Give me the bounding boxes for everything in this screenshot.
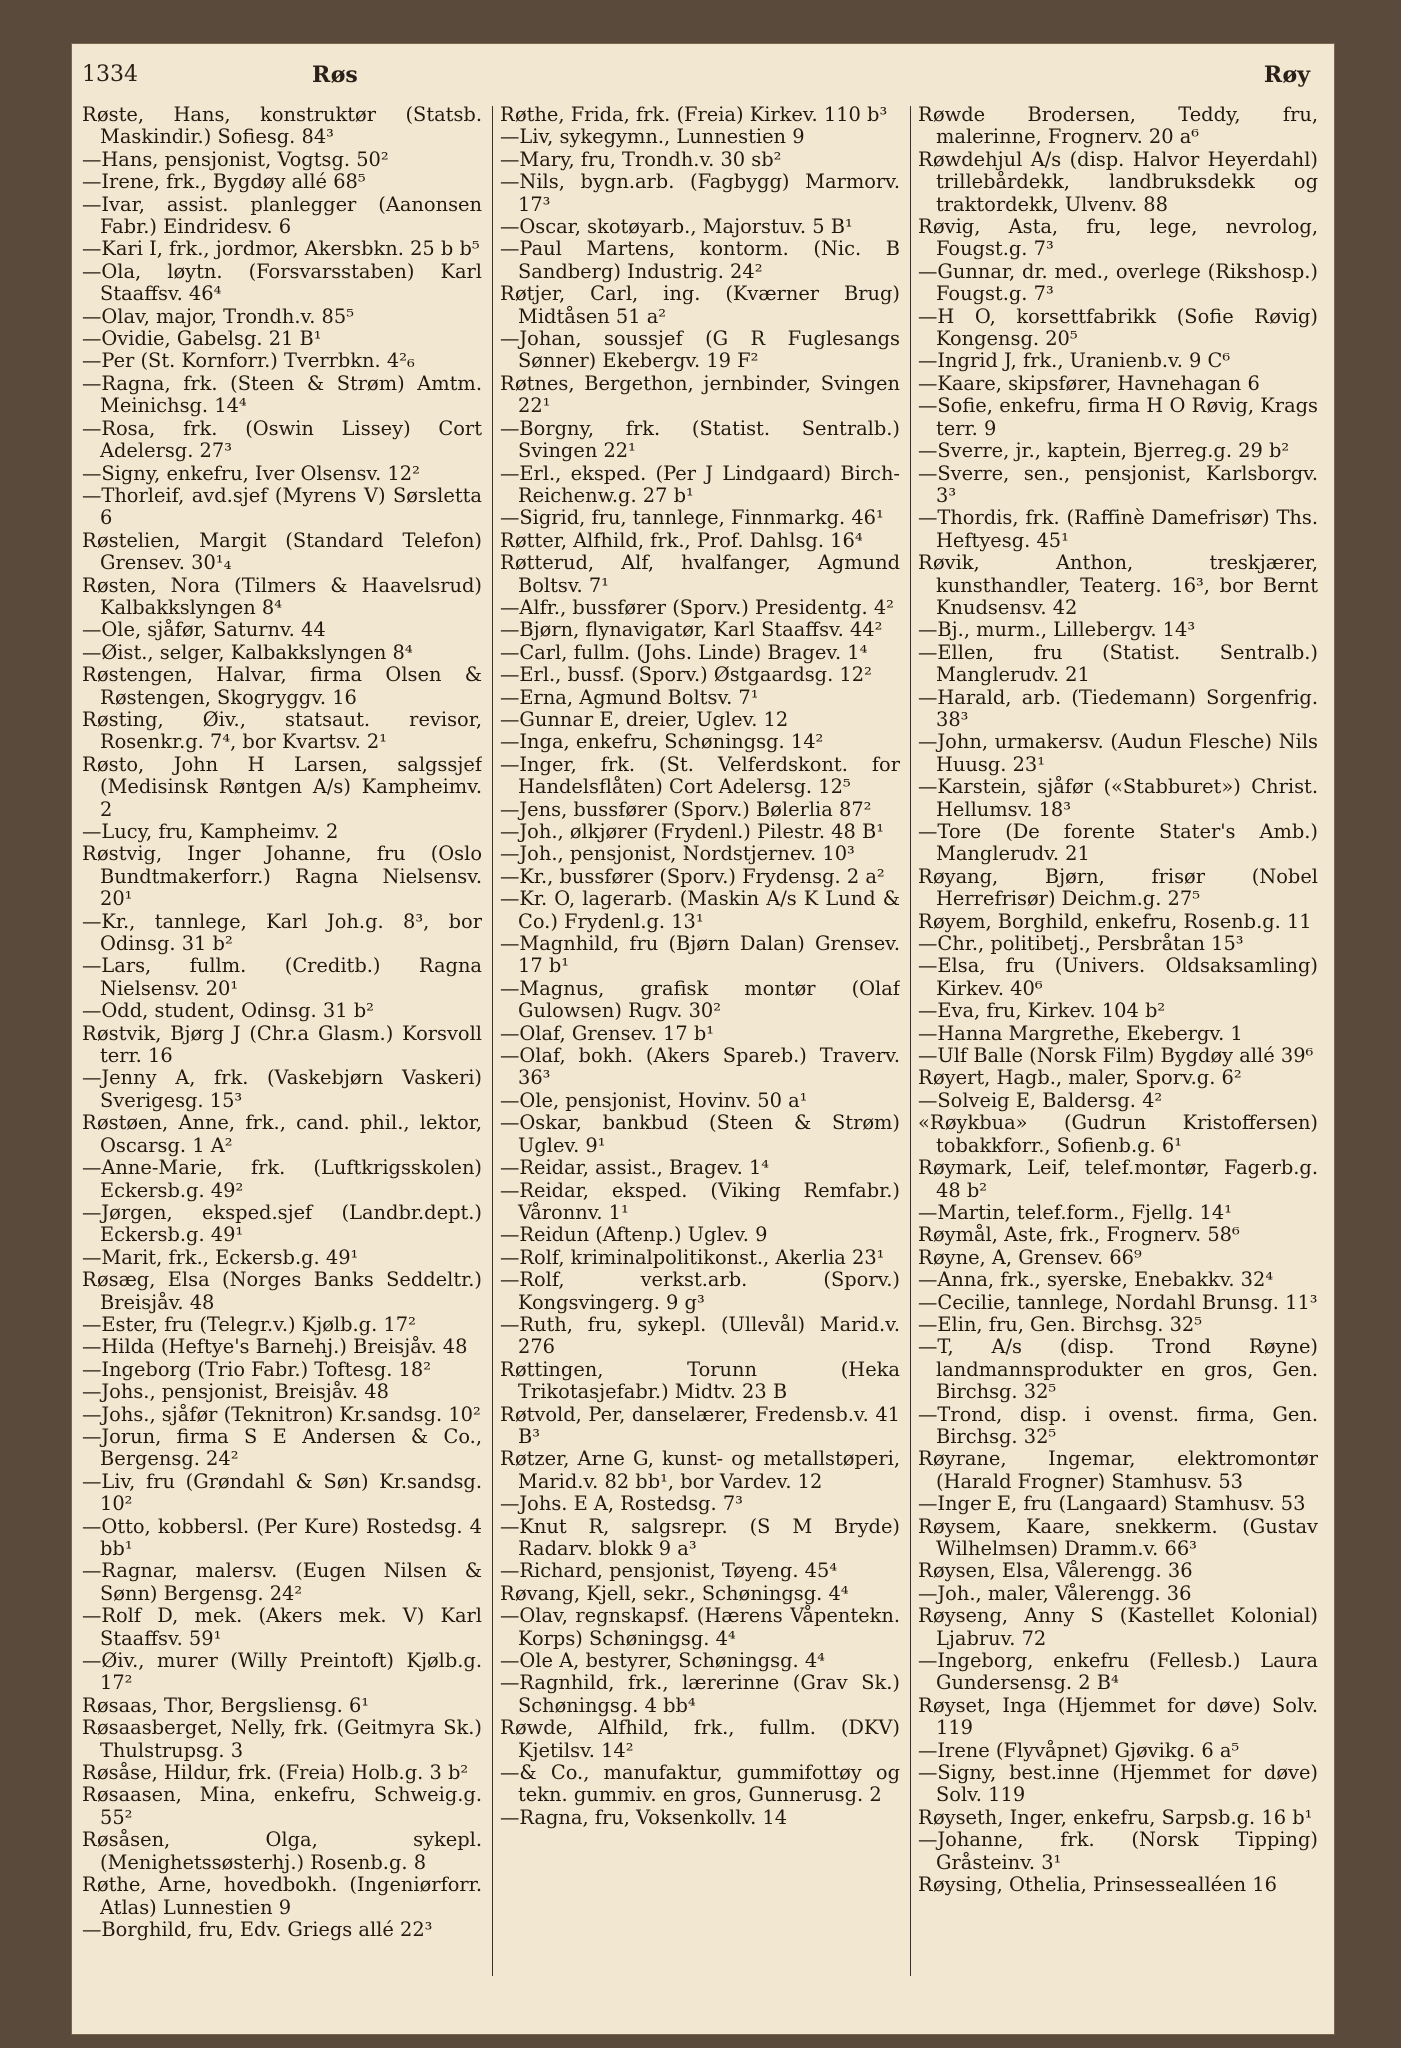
- directory-entry: —Rosa, frk. (Oswin Lissey) Cort Adelersg. 27³: [82, 416, 482, 463]
- directory-entry: —Joh., pensjonist, Nordstjernev. 10³: [500, 842, 855, 866]
- directory-entry: —Odd, student, Odinsg. 31 b²: [82, 999, 374, 1023]
- directory-entry: —Ellen, fru (Statist. Sentralb.) Manglerudv. 21: [918, 640, 1318, 687]
- directory-entry: Røymål, Aste, frk., Frognerv. 58⁶: [918, 1223, 1240, 1247]
- directory-entry: —Joh., maler, Vålerengg. 36: [918, 1581, 1192, 1605]
- directory-entry: —Martin, telef.form., Fjellg. 14¹: [918, 1200, 1233, 1224]
- directory-entry: —Olav, regnskapsf. (Hærens Våpentekn. Korps) Schøningsg. 4⁴: [500, 1604, 900, 1650]
- directory-entry: Røsaasberget, Nelly, frk. (Geitmyra Sk.) Thulstrupsg. 3: [82, 1716, 482, 1762]
- directory-entry: —Tore (De forente Stater's Amb.) Manglerudv. 21: [918, 820, 1318, 866]
- directory-entry: Røvig, Asta, fru, lege, nevrolog, Fougst.g. 7³: [918, 215, 1318, 261]
- directory-entry: —Ruth, fru, sykepl. (Ullevål) Marid.v. 276: [500, 1312, 900, 1359]
- directory-entry: —Jorun, firma S E Andersen & Co., Bergensg. 24²: [82, 1424, 482, 1471]
- directory-entry: Røstelien, Margit (Standard Telefon) Grensev. 30¹₄: [82, 528, 482, 575]
- directory-entry: Røsting, Øiv., statsaut. revisor, Rosenkr.g. 7⁴, bor Kvartsv. 2¹: [82, 707, 482, 754]
- directory-entry: —Lucy, fru, Kampheimv. 2: [82, 820, 339, 843]
- directory-entry: —Karstein, sjåfør («Stabburet») Christ. Hellumsv. 18³: [918, 775, 1318, 821]
- directory-entry: —John, urmakersv. (Audun Flesche) Nils Huusg. 23¹: [918, 730, 1318, 776]
- directory-entry: —Hanna Margrethe, Ekebergv. 1: [918, 1021, 1243, 1045]
- directory-entry: —Johs., pensjonist, Breisjåv. 48: [82, 1380, 389, 1404]
- directory-entry: —Signy, best.inne (Hjemmet for døve) Solv. 119: [918, 1761, 1318, 1807]
- directory-entry: —T, A/s (disp. Trond Røyne) landmannsprodukter en gros, Gen. Birchsg. 32⁵: [918, 1335, 1318, 1404]
- directory-entry: —Ragna, frk. (Steen & Strøm) Amtm. Meinichsg. 14⁴: [82, 371, 482, 418]
- directory-entry: Røyset, Inga (Hjemmet for døve) Solv. 119: [918, 1693, 1318, 1740]
- directory-entry: —Inga, enkefru, Schøningsg. 14²: [500, 730, 824, 754]
- directory-entry: —Ingeborg, enkefru (Fellesb.) Laura Gundersensg. 2 B⁴: [918, 1649, 1318, 1695]
- directory-entry: —Anne-Marie, frk. (Luftkrigsskolen) Eckersb.g. 49²: [82, 1156, 482, 1202]
- directory-entry: —Mary, fru, Trondh.v. 30 sb²: [500, 147, 782, 171]
- directory-entry: —Olaf, Grensev. 17 b¹: [500, 1021, 715, 1045]
- directory-entry: Røthe, Frida, frk. (Freia) Kirkev. 110 b³: [500, 104, 888, 126]
- column-3: [918, 104, 1318, 1984]
- directory-entry: —Marit, frk., Eckersb.g. 49¹: [82, 1245, 359, 1269]
- directory-entry: —Liv, sykegymn., Lunnestien 9: [500, 125, 805, 149]
- directory-entry: —Richard, pensjonist, Tøyeng. 45⁴: [500, 1559, 838, 1583]
- directory-entry: —Elsa, fru (Univers. Oldsaksamling) Kirkev. 40⁶: [918, 954, 1318, 1000]
- directory-entry: Røstøen, Anne, frk., cand. phil., lektor, Oscarsg. 1 A²: [82, 1111, 482, 1157]
- directory-entry: —Rolf, verkst.arb. (Sporv.) Kongsvingerg. 9 g³: [500, 1268, 900, 1314]
- directory-entry: Røtzer, Arne G, kunst- og metallstøperi, Marid.v. 82 bb¹, bor Vardev. 12: [500, 1447, 900, 1493]
- directory-entry: —Reidar, assist., Bragev. 1⁴: [500, 1156, 770, 1180]
- directory-entry: Røyseng, Anny S (Kastellet Kolonial) Ljabruv. 72: [918, 1604, 1318, 1650]
- directory-entry: —Øiv., murer (Willy Preintoft) Kjølb.g. 17²: [82, 1649, 482, 1695]
- directory-entry: Røysen, Elsa, Vålerengg. 36: [918, 1559, 1193, 1583]
- directory-entry: —Magnus, grafisk montør (Olaf Gulowsen) Rugv. 30²: [500, 976, 900, 1023]
- column-2: [500, 104, 900, 1984]
- directory-entry: —Ole, sjåfør, Saturnv. 44: [82, 618, 326, 642]
- column-1: [82, 104, 482, 1984]
- directory-entry: —Inger, frk. (St. Velferdskont. for Handelsflåten) Cort Adelersg. 12⁵: [500, 752, 900, 799]
- directory-entry: Røysing, Othelia, Prinsessealléen 16: [918, 1873, 1277, 1897]
- directory-entry: Røsåsen, Olga, sykepl. (Menighetssøsterhj.) Rosenb.g. 8: [82, 1828, 482, 1874]
- directory-entry: Røsto, John H Larsen, salgssjef (Medisinsk Røntgen A/s) Kampheimv. 2: [82, 752, 482, 821]
- directory-entry: Røstvik, Bjørg J (Chr.a Glasm.) Korsvoll terr. 16: [82, 1021, 482, 1068]
- directory-entry: —Ole A, bestyrer, Schøningsg. 4⁴: [500, 1649, 825, 1673]
- directory-columns: [82, 104, 1322, 1984]
- directory-entry: Røste, Hans, konstruktør (Statsb. Maskindir.) Sofiesg. 84³: [82, 104, 482, 149]
- directory-entry: —Anna, frk., syerske, Enebakkv. 32⁴: [918, 1268, 1274, 1292]
- directory-entry: —Erl., bussf. (Sporv.) Østgaardsg. 12²: [500, 663, 872, 687]
- directory-entry: —Ester, fru (Telegr.v.) Kjølb.g. 17²: [82, 1312, 416, 1336]
- directory-entry: —& Co., manufaktur, gummifottøy og tekn. gummiv. en gros, Gunnerusg. 2: [500, 1761, 900, 1807]
- directory-entry: —Carl, fullm. (Johs. Linde) Bragev. 1⁴: [500, 640, 868, 664]
- directory-entry: —Solveig E, Baldersg. 4²: [918, 1088, 1163, 1112]
- directory-entry: Røsæg, Elsa (Norges Banks Seddeltr.) Breisjåv. 48: [82, 1268, 482, 1314]
- directory-entry: —Otto, kobbersl. (Per Kure) Rostedsg. 4 bb¹: [82, 1514, 482, 1560]
- directory-entry: —Alfr., bussfører (Sporv.) Presidentg. 4²: [500, 595, 894, 619]
- directory-entry: —Ovidie, Gabelsg. 21 B¹: [82, 327, 322, 351]
- directory-entry: —Erna, Agmund Boltsv. 7¹: [500, 685, 759, 709]
- directory-entry: Røttingen, Torunn (Heka Trikotasjefabr.) Midtv. 23 B: [500, 1357, 900, 1404]
- page-number: 1334: [82, 62, 138, 87]
- directory-entry: —Lars, fullm. (Creditb.) Ragna Nielsensv. 20¹: [82, 954, 482, 1000]
- directory-entry: Røyang, Bjørn, frisør (Nobel Herrefrisør) Deichm.g. 27⁵: [918, 864, 1318, 911]
- directory-entry: —Liv, fru (Grøndahl & Søn) Kr.sandsg. 10²: [82, 1469, 482, 1516]
- directory-entry: —Kaare, skipsfører, Havnehagan 6: [918, 371, 1260, 395]
- directory-entry: Røsåse, Hildur, frk. (Freia) Holb.g. 3 b²: [82, 1761, 469, 1785]
- directory-page: [72, 44, 1334, 2034]
- directory-entry: —Gunnar, dr. med., overlege (Rikshosp.) Fougst.g. 7³: [918, 259, 1318, 306]
- directory-entry: Røyert, Hagb., maler, Sporv.g. 6²: [918, 1066, 1242, 1090]
- directory-entry: —H O, korsettfabrikk (Sofie Røvig) Kongensg. 20⁵: [918, 304, 1318, 351]
- directory-entry: —Kr. O, lagerarb. (Maskin A/s K Lund & Co.) Frydenl.g. 13¹: [500, 887, 900, 933]
- directory-entry: —Nils, bygn.arb. (Fagbygg) Marmorv. 17³: [500, 170, 900, 216]
- directory-entry: —Harald, arb. (Tiedemann) Sorgenfrig. 38³: [918, 685, 1318, 731]
- directory-entry: —Magnhild, fru (Bjørn Dalan) Grensev. 17 b¹: [500, 932, 900, 978]
- directory-entry: —Johan, soussjef (G R Fuglesangs Sønner) Ekebergv. 19 F²: [500, 327, 900, 373]
- directory-entry: —Thorleif, avd.sjef (Myrens V) Sørsletta 6: [82, 483, 482, 530]
- directory-entry: Røsaas, Thor, Bergsliensg. 6¹: [82, 1693, 370, 1717]
- directory-entry: —Hans, pensjonist, Vogtsg. 50²: [82, 147, 389, 171]
- directory-entry: —Eva, fru, Kirkev. 104 b²: [918, 999, 1166, 1023]
- directory-entry: —Sverre, jr., kaptein, Bjerreg.g. 29 b²: [918, 439, 1290, 463]
- directory-entry: —Trond, disp. i ovenst. firma, Gen. Birchsg. 32⁵: [918, 1402, 1318, 1448]
- directory-entry: Røtter, Alfhild, frk., Prof. Dahlsg. 16⁴: [500, 528, 863, 552]
- directory-entry: —Borghild, fru, Edv. Griegs allé 22³: [82, 1917, 433, 1941]
- directory-entry: —Jens, bussfører (Sporv.) Bølerlia 87²: [500, 797, 872, 821]
- directory-entry: —Joh., ølkjører (Frydenl.) Pilestr. 48 B¹: [500, 820, 885, 843]
- directory-entry: —Erl., eksped. (Per J Lindgaard) Birch-Reichenw.g. 27 b¹: [500, 461, 900, 507]
- directory-entry: —Jørgen, eksped.sjef (Landbr.dept.) Eckersb.g. 49¹: [82, 1200, 482, 1247]
- directory-entry: —Hilda (Heftye's Barnehj.) Breisjåv. 48: [82, 1335, 468, 1359]
- directory-entry: —Ingeborg (Trio Fabr.) Toftesg. 18²: [82, 1357, 431, 1381]
- directory-entry: —Oscar, skotøyarb., Majorstuv. 5 B¹: [500, 215, 853, 239]
- directory-entry: —Jenny A, frk. (Vaskebjørn Vaskeri) Sverigesg. 15³: [82, 1066, 482, 1112]
- directory-entry: —Rolf D, mek. (Akers mek. V) Karl Staaffsv. 59¹: [82, 1604, 482, 1650]
- directory-entry: —Øist., selger, Kalbakkslyngen 8⁴: [82, 640, 413, 664]
- directory-entry: —Bjørn, flynavigatør, Karl Staaffsv. 44²: [500, 618, 883, 642]
- directory-entry: —Ivar, assist. planlegger (Aanonsen Fabr.) Eindridesv. 6: [82, 192, 482, 239]
- directory-entry: —Irene, frk., Bygdøy allé 68⁵: [82, 170, 366, 194]
- directory-entry: —Ingrid J, frk., Uranienb.v. 9 C⁶: [918, 349, 1231, 373]
- directory-entry: Røstengen, Halvar, firma Olsen & Røstengen, Skogryggv. 16: [82, 663, 482, 709]
- directory-entry: —Borgny, frk. (Statist. Sentralb.) Svingen 22¹: [500, 416, 900, 463]
- directory-entry: —Johs. E A, Rostedsg. 7³: [500, 1492, 743, 1516]
- directory-entry: —Signy, enkefru, Iver Olsensv. 12²: [82, 461, 420, 485]
- directory-entry: Røtnes, Bergethon, jernbinder, Svingen 22¹: [500, 371, 900, 418]
- directory-entry: —Paul Martens, kontorm. (Nic. B Sandberg) Industrig. 24²: [500, 237, 900, 283]
- directory-entry: Røvik, Anthon, treskjærer, kunsthandler, Teaterg. 16³, bor Bernt Knudsensv. 42: [918, 551, 1318, 619]
- directory-entry: —Ulf Balle (Norsk Film) Bygdøy allé 39⁶: [918, 1044, 1314, 1068]
- directory-entry: —Ragna, fru, Voksenkollv. 14: [500, 1805, 788, 1829]
- directory-entry: —Bj., murm., Lillebergv. 14³: [918, 618, 1196, 642]
- page-header: [72, 62, 1334, 102]
- directory-entry: —Reidar, eksped. (Viking Remfabr.) Våronnv. 1¹: [500, 1178, 900, 1224]
- left-guide-word: Røs: [312, 62, 358, 88]
- directory-entry: —Chr., politibetj., Persbråtan 15³: [918, 932, 1244, 956]
- directory-entry: Røyne, A, Grensev. 66⁹: [918, 1245, 1142, 1269]
- directory-entry: Røyseth, Inger, enkefru, Sarpsb.g. 16 b¹: [918, 1805, 1313, 1829]
- directory-entry: —Oskar, bankbud (Steen & Strøm) Uglev. 9¹: [500, 1111, 900, 1157]
- directory-entry: Røyrane, Ingemar, elektromontør (Harald Frogner) Stamhusv. 53: [918, 1447, 1318, 1493]
- directory-entry: Røwde, Alfhild, frk., fullm. (DKV) Kjetilsv. 14²: [500, 1716, 900, 1762]
- directory-entry: Røtjer, Carl, ing. (Kværner Brug) Midtåsen 51 a²: [500, 282, 900, 328]
- directory-entry: —Cecilie, tannlege, Nordahl Brunsg. 11³: [918, 1290, 1318, 1314]
- right-guide-word: Røy: [1263, 62, 1310, 88]
- directory-entry: —Sigrid, fru, tannlege, Finnmarkg. 46¹: [500, 506, 884, 530]
- directory-entry: —Thordis, frk. (Raffinè Damefrisør) Ths. Heftyesg. 45¹: [918, 506, 1318, 552]
- directory-entry: —Kari I, frk., jordmor, Akersbkn. 25 b b⁵: [82, 237, 480, 261]
- directory-entry: Røtterud, Alf, hvalfanger, Agmund Boltsv. 7¹: [500, 551, 900, 597]
- directory-entry: Røsten, Nora (Tilmers & Haavelsrud) Kalbakkslyngen 8⁴: [82, 573, 482, 619]
- directory-entry: Røwde Brodersen, Teddy, fru, malerinne, Frognerv. 20 a⁶: [918, 104, 1318, 149]
- directory-entry: «Røykbua» (Gudrun Kristoffersen) tobakkforr., Sofienb.g. 6¹: [918, 1111, 1318, 1157]
- directory-entry: —Ragnhild, frk., lærerinne (Grav Sk.) Schøningsg. 4 bb⁴: [500, 1671, 900, 1717]
- directory-entry: —Ola, løytn. (Forsvarsstaben) Karl Staaffsv. 46⁴: [82, 259, 482, 306]
- directory-entry: Røstvig, Inger Johanne, fru (Oslo Bundtmakerforr.) Ragna Nielsensv. 20¹: [82, 842, 482, 911]
- directory-entry: Røwdehjul A/s (disp. Halvor Heyerdahl) trillebårdekk, landbruksdekk og traktordekk, Ulvenv. 88: [918, 147, 1318, 216]
- directory-entry: —Sofie, enkefru, firma H O Røvig, Krags terr. 9: [918, 394, 1318, 440]
- directory-entry: —Reidun (Aftenp.) Uglev. 9: [500, 1223, 768, 1247]
- directory-entry: Røyem, Borghild, enkefru, Rosenb.g. 11: [918, 909, 1312, 933]
- directory-entry: —Rolf, kriminalpolitikonst., Akerlia 23¹: [500, 1245, 885, 1269]
- directory-entry: Røysem, Kaare, snekkerm. (Gustav Wilhelmsen) Dramm.v. 66³: [918, 1514, 1318, 1560]
- directory-entry: —Ragnar, malersv. (Eugen Nilsen & Sønn) Bergensg. 24²: [82, 1559, 482, 1605]
- directory-entry: Røymark, Leif, telef.montør, Fagerb.g. 48 b²: [918, 1156, 1318, 1202]
- directory-entry: —Sverre, sen., pensjonist, Karlsborgv. 3³: [918, 461, 1318, 507]
- directory-entry: Røvang, Kjell, sekr., Schøningsg. 4⁴: [500, 1581, 849, 1605]
- directory-entry: Røtvold, Per, danselærer, Fredensb.v. 41 B³: [500, 1402, 900, 1448]
- directory-entry: —Johs., sjåfør (Teknitron) Kr.sandsg. 10²: [82, 1402, 481, 1426]
- directory-entry: —Olaf, bokh. (Akers Spareb.) Traverv. 36³: [500, 1044, 900, 1090]
- directory-entry: Røsaasen, Mina, enkefru, Schweig.g. 55²: [82, 1783, 482, 1829]
- directory-entry: Røthe, Arne, hovedbokh. (Ingeniørforr. Atlas) Lunnestien 9: [82, 1873, 482, 1919]
- directory-entry: —Johanne, frk. (Norsk Tipping) Gråsteinv. 3¹: [918, 1828, 1318, 1874]
- directory-entry: —Kr., tannlege, Karl Joh.g. 8³, bor Odinsg. 31 b²: [82, 909, 482, 956]
- directory-entry: —Knut R, salgsrepr. (S M Bryde) Radarv. blokk 9 a³: [500, 1514, 900, 1560]
- directory-entry: —Per (St. Kornforr.) Tverrbkn. 4²₆: [82, 349, 415, 373]
- directory-entry: —Ole, pensjonist, Hovinv. 50 a¹: [500, 1088, 808, 1112]
- directory-entry: —Inger E, fru (Langaard) Stamhusv. 53: [918, 1492, 1306, 1516]
- directory-entry: —Gunnar E, dreier, Uglev. 12: [500, 707, 789, 731]
- directory-entry: —Elin, fru, Gen. Birchsg. 32⁵: [918, 1312, 1203, 1336]
- directory-entry: —Kr., bussfører (Sporv.) Frydensg. 2 a²: [500, 864, 885, 888]
- directory-entry: —Irene (Flyvåpnet) Gjøvikg. 6 a⁵: [918, 1738, 1240, 1762]
- directory-entry: —Olav, major, Trondh.v. 85⁵: [82, 304, 354, 328]
